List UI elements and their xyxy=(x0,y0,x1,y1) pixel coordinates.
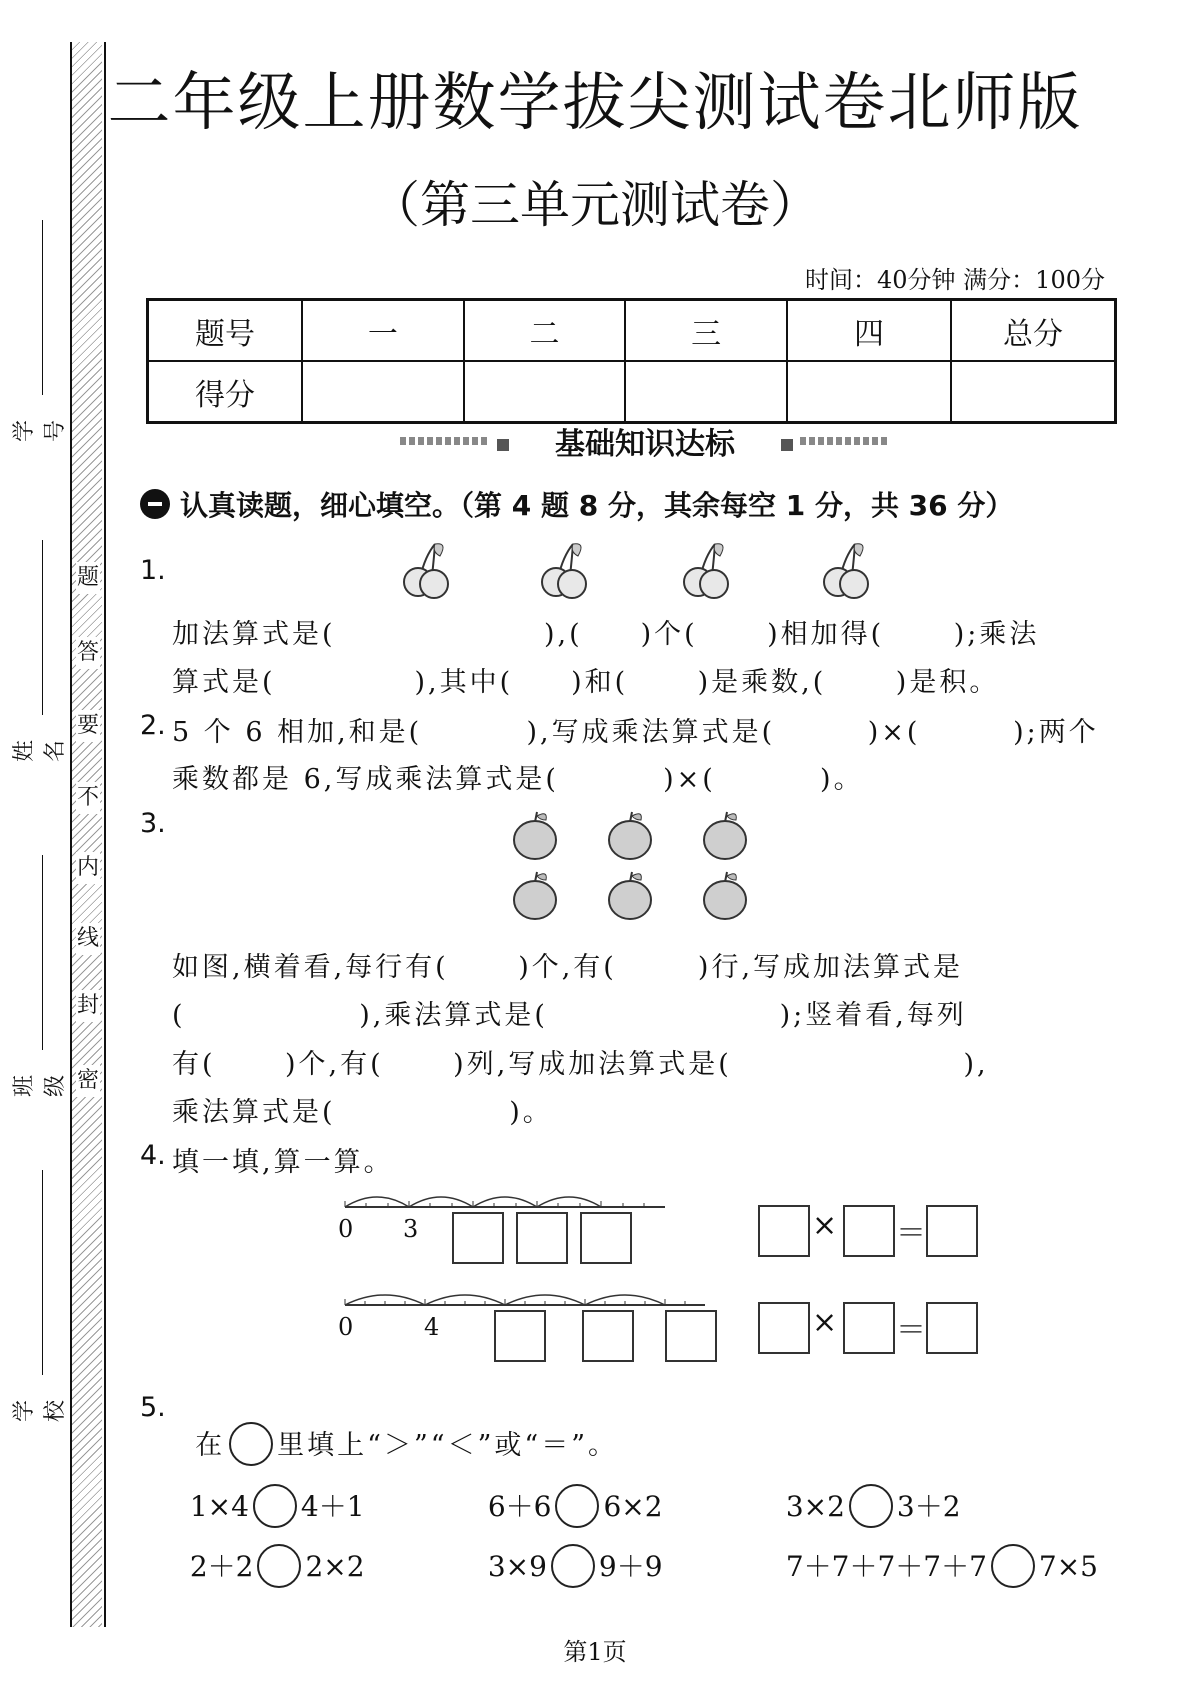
apple-icon xyxy=(514,872,556,919)
part-one-instructions: 认真读题，细心填空。（第 4 题 8 分，其余每空 1 分，共 36 分） xyxy=(180,489,1014,522)
comparison-right: 3＋2 xyxy=(896,1490,961,1523)
seal-char: 答 xyxy=(76,637,100,669)
score-header-cell: 总分 xyxy=(951,300,1116,362)
answer-box[interactable] xyxy=(582,1310,634,1362)
equals-sign: ＝ xyxy=(896,1313,926,1348)
times-sign: × xyxy=(812,1208,838,1243)
binding-line-inner xyxy=(70,42,72,1627)
binding-hatch xyxy=(72,42,102,1627)
number-line-label: 0 xyxy=(338,1313,354,1341)
seal-char: 密 xyxy=(76,1065,100,1097)
comparison-left: 6＋6 xyxy=(487,1490,552,1523)
apple-icon xyxy=(704,812,746,859)
apple-illustration xyxy=(505,808,775,928)
number-line-label: 4 xyxy=(424,1313,440,1341)
apple-icon xyxy=(514,812,556,859)
section-dash-right xyxy=(800,437,890,445)
times-sign: × xyxy=(812,1305,838,1340)
page-number: 第1页 xyxy=(563,1638,627,1666)
comparison-item xyxy=(470,1512,663,1591)
factor-box[interactable] xyxy=(758,1302,810,1354)
class-label: 班级 xyxy=(12,1075,68,1098)
seal-char: 线 xyxy=(76,923,100,955)
class-line xyxy=(42,855,43,1050)
page-title: 二年级上册数学拔尖测试卷北师版 xyxy=(107,66,1083,139)
comparison-left: 3×9 xyxy=(487,1550,547,1583)
score-cell[interactable] xyxy=(464,361,626,423)
apple-icon xyxy=(609,872,651,919)
comparison-left: 1×4 xyxy=(189,1490,249,1523)
q3-line: 如图,横着看,每行有( )个,有( )行,写成加法算式是 xyxy=(172,952,964,983)
name-label: 姓名 xyxy=(12,740,68,763)
comparison-right: 2×2 xyxy=(305,1550,365,1583)
comparison-circle[interactable] xyxy=(991,1544,1035,1588)
factor-box[interactable] xyxy=(843,1205,895,1257)
answer-box[interactable] xyxy=(494,1310,546,1362)
q1-line: 加法算式是( ),( )个( )相加得( );乘法 xyxy=(172,619,1040,650)
binding-line-outer xyxy=(104,42,106,1627)
apple-icon xyxy=(704,872,746,919)
answer-box[interactable] xyxy=(580,1212,632,1264)
score-row-label: 得分 xyxy=(148,361,303,423)
comparison-right: 4＋1 xyxy=(300,1490,365,1523)
q3-line: 乘法算式是( )。 xyxy=(172,1097,553,1128)
time-info: 时间：40分钟 满分：100分 xyxy=(805,266,1105,294)
seal-char: 要 xyxy=(76,710,100,742)
comparison-circle[interactable] xyxy=(551,1544,595,1588)
comparison-right: 6×2 xyxy=(603,1490,663,1523)
answer-box[interactable] xyxy=(665,1310,717,1362)
section-header xyxy=(400,425,890,465)
q1-line: 算式是( ),其中( )和( )是乘数,( )是积。 xyxy=(172,667,1000,698)
number-line-label: 3 xyxy=(403,1215,419,1243)
school-label: 学校 xyxy=(12,1400,68,1423)
comparison-item xyxy=(172,1512,365,1591)
comparison-left: 2＋2 xyxy=(189,1550,254,1583)
seal-char: 封 xyxy=(76,990,100,1022)
q3-line: 有( )个,有( )列,写成加法算式是( ), xyxy=(172,1049,989,1080)
score-table-score-row xyxy=(148,361,1116,423)
q2-line: 5 个 6 相加,和是( ),写成乘法算式是( )×( );两个 xyxy=(172,717,1099,748)
score-cell[interactable] xyxy=(951,361,1116,423)
q2-line: 乘数都是 6,写成乘法算式是( )×( )。 xyxy=(172,764,864,795)
q3-line: ( ),乘法算式是( );竖着看,每列 xyxy=(172,1000,967,1031)
part-number-icon xyxy=(140,489,170,519)
score-cell[interactable] xyxy=(787,361,951,423)
question-number: 3. xyxy=(140,808,166,839)
student-id-line xyxy=(42,220,43,395)
question-number: 2. xyxy=(140,710,166,741)
comparison-left: 7＋7＋7＋7＋7 xyxy=(785,1550,987,1583)
equals-sign: ＝ xyxy=(896,1216,926,1251)
comparison-right: 9＋9 xyxy=(598,1550,663,1583)
cherry-icon xyxy=(542,544,586,598)
score-header-cell: 三 xyxy=(625,300,787,362)
number-line-label: 0 xyxy=(338,1215,354,1243)
student-id-label: 学号 xyxy=(12,420,68,443)
score-header-cell: 四 xyxy=(787,300,951,362)
score-header-cell: 二 xyxy=(464,300,626,362)
product-box[interactable] xyxy=(926,1205,978,1257)
answer-box[interactable] xyxy=(516,1212,568,1264)
seal-char: 不 xyxy=(76,782,100,814)
q5-text-after: 里填上“＞”“＜”或“＝”。 xyxy=(277,1430,618,1461)
section-title: 基础知识达标 xyxy=(555,427,735,462)
q5-text-before: 在 xyxy=(195,1430,226,1461)
cherry-icon xyxy=(824,544,868,598)
answer-box[interactable] xyxy=(452,1212,504,1264)
question-number: 5. xyxy=(140,1392,166,1423)
comparison-circle[interactable] xyxy=(257,1544,301,1588)
apple-icon xyxy=(609,812,651,859)
cherry-illustration xyxy=(380,538,900,600)
section-dash-left xyxy=(400,437,490,445)
score-header-cell: 一 xyxy=(302,300,464,362)
school-line xyxy=(42,1170,43,1375)
part-one-heading xyxy=(140,484,1013,524)
score-table-header-row xyxy=(148,300,1116,362)
seal-char: 题 xyxy=(76,562,100,594)
comparison-right: 7×5 xyxy=(1038,1550,1098,1583)
score-cell[interactable] xyxy=(625,361,787,423)
score-header-cell: 题号 xyxy=(148,300,303,362)
factor-box[interactable] xyxy=(758,1205,810,1257)
question-number: 4. xyxy=(140,1140,166,1171)
cherry-icon xyxy=(684,544,728,598)
score-cell[interactable] xyxy=(302,361,464,423)
seal-char: 内 xyxy=(76,852,100,884)
product-box[interactable] xyxy=(926,1302,978,1354)
number-line xyxy=(340,1183,670,1213)
comparison-left: 3×2 xyxy=(785,1490,845,1523)
cherry-icon xyxy=(404,544,448,598)
number-line xyxy=(340,1281,710,1311)
name-line xyxy=(42,540,43,715)
section-square-icon xyxy=(781,439,793,451)
page-subtitle: （第三单元测试卷） xyxy=(370,176,820,234)
score-table xyxy=(146,298,1117,424)
comparison-item xyxy=(768,1512,1098,1591)
question-number: 1. xyxy=(140,555,166,586)
factor-box[interactable] xyxy=(843,1302,895,1354)
section-square-icon xyxy=(497,439,509,451)
q4-instruction: 填一填,算一算。 xyxy=(172,1147,394,1178)
